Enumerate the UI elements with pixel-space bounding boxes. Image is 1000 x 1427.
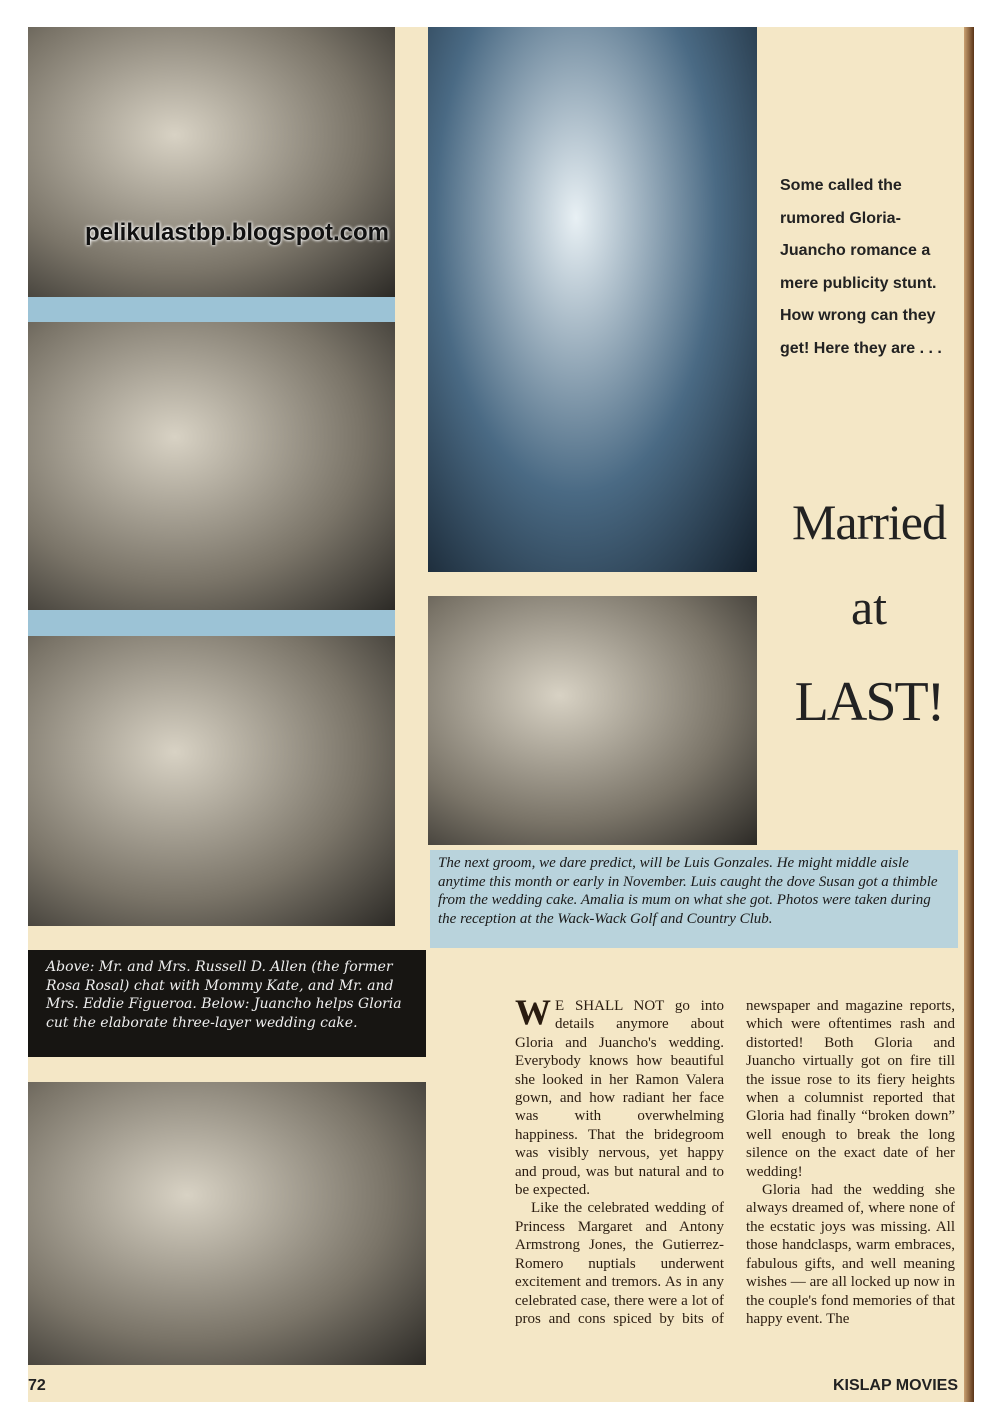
- caption-right: [430, 850, 958, 948]
- article-paragraph: E SHALL NOT go into details anymore about Gloria and Juancho's wedding. Everybody knows how beautiful she looked in her Ramon Valera gown, and how radiant her face was with overwhelming happiness. That the bridegroom was visibly nervous, yet happy and proud, was but natural and to be expected.: [515, 998, 724, 1199]
- photo-dove: [428, 596, 757, 845]
- headline-line2: at: [850, 579, 888, 635]
- article-paragraph: Gloria had the wedding she always dreamed of, where none of the ecstatic joys was missing. All those handclasps, warm embraces, fabulous gifts, and well meaning wishes — are all locked up now in the couple's fond memories of that happy event. The: [746, 1182, 955, 1327]
- page-number: 72: [28, 1377, 46, 1394]
- watermark: pelikulastbp.blogspot.com: [85, 219, 390, 246]
- divider-band: [28, 297, 395, 322]
- magazine-page: [28, 27, 974, 1402]
- magazine-name: KISLAP MOVIES: [832, 1377, 958, 1394]
- divider-band: [28, 610, 395, 636]
- photo-cake-cutting: [28, 1082, 426, 1365]
- page-edge: [964, 27, 974, 1402]
- photo-reception-guests: [28, 636, 395, 926]
- caption-left: Above: Mr. and Mrs. Russell D. Allen (the former Rosa Rosal) chat with Mommy Kate, and Mr. and Mrs. Eddie Figueroa. Below: Juancho helps Gloria cut the elaborate three-layer wedding cake.: [28, 950, 426, 1057]
- photo-bridesmaids: [28, 27, 395, 297]
- drop-cap: W: [515, 992, 551, 1032]
- headline: [780, 477, 958, 757]
- photo-bouquet: [428, 27, 757, 572]
- caption-right-text: The next groom, we dare predict, will be Luis Gonzales. He might middle aisle anytime this month or early in November. Luis caught the dove Susan got a thimble from the wedding cake. Amalia is mum on what she got. Photos were taken during the reception at the Wack-Wack Golf and Country Club.: [438, 855, 938, 927]
- photo-couple-table: [28, 322, 395, 610]
- article-body: [515, 992, 955, 1328]
- headline-line1: Married: [791, 494, 947, 550]
- article-paragraph: Like the celebrated wedding of Princess Margaret and Antony Armstrong Jones, the Gutierrez-Romero nuptials underwent excitement and tremors. As in any celebrated case, there were a lot of pros and cons spiced by bits of newspaper and magazine reports, which were oftentimes rash and distorted! Both Gloria and Juancho virtually got on fire till the issue rose to its fiery heights when a columnist reported that Gloria had finally “broken down” well enough to break the long silence on the exact date of her wedding!: [515, 998, 955, 1327]
- headline-line3: LAST!: [794, 671, 944, 733]
- intro-blurb: Some called the rumored Gloria-Juancho romance a mere publicity stunt. How wrong can they get! Here they are . . .: [780, 177, 942, 357]
